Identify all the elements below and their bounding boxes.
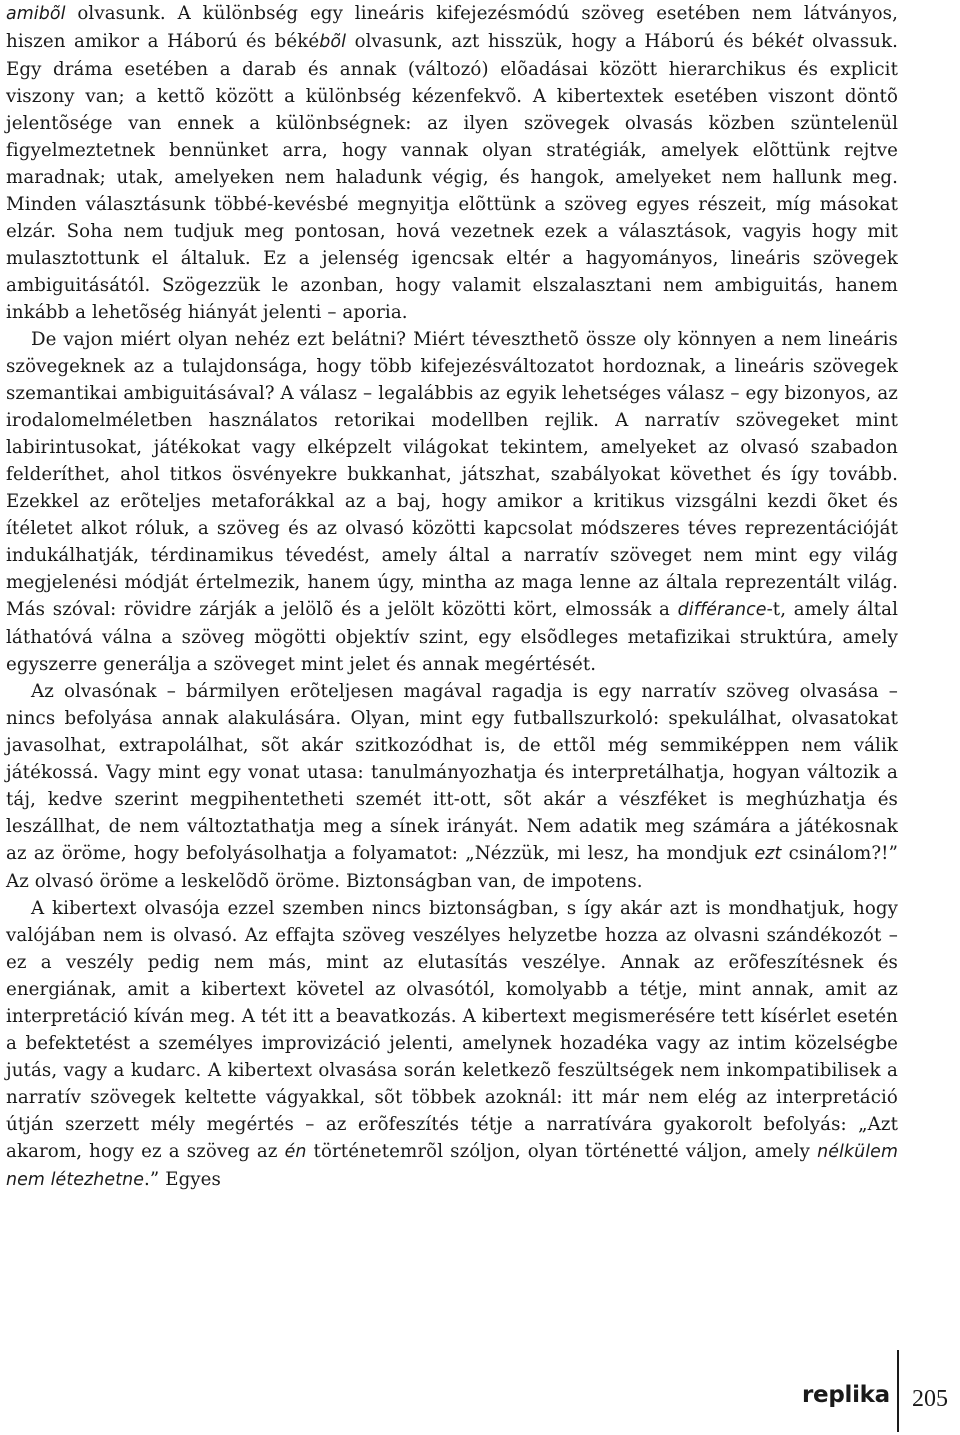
paragraph <box>6 678 898 895</box>
paragraph <box>6 895 898 1194</box>
text-run: olvasunk, azt hisszük, hogy a Háború és béké <box>346 31 797 52</box>
text-run: .” Egyes <box>144 1169 221 1190</box>
italic-run: différance <box>677 600 767 620</box>
page-footer <box>0 1350 960 1435</box>
text-run: olvassuk. Egy dráma esetében a darab és annak (változó) elõadásai között hierarchikus és explicit viszony van; a kettõ között a különbség kézenfekvõ. A kibertextek esetében viszont döntõ jelentõsége van ennek a különbségnek: az ilyen szövegek olvasás közben szüntelenül figyelmeztetnek bennünket arra, hogy vannak olyan stratégiák, amelyek elõttünk rejtve maradnak; utak, amelyeken nem haladunk végig, és hangok, amelyeket nem hallunk meg. Minden választásunk többé-kevésbé megnyitja elõttünk a szöveg egyes részeit, míg másokat elzár. Soha nem tudjuk meg pontosan, hová vezetnek ezek a választások, vagyis hogy mit mulasztottunk el általuk. Ez a jelenség igencsak eltér a hagyományos, lineáris szövegek ambiguitásától. Szögezzük le azonban, hogy valamit elszalasztani nem ambiguitás, hanem inkább a lehetõség hiányát jelenti – aporia. <box>6 31 898 323</box>
italic-run: én <box>284 1142 307 1162</box>
paragraph <box>6 0 898 326</box>
text-run: történetemrõl szóljon, olyan történetté váljon, amely <box>306 1141 818 1162</box>
footer-divider <box>897 1350 899 1432</box>
paragraph <box>6 326 898 678</box>
italic-run: bõl <box>319 32 347 52</box>
journal-title: replika <box>802 1382 890 1408</box>
italic-run: nélkülem nem létezhetne <box>6 1142 898 1190</box>
text-run: De vajon miért olyan nehéz ezt belátni? Miért téveszthetõ össze oly könnyen a nem lineáris szövegeknek az a tulajdonsága, hogy több kifejezésváltozatot hordoznak, a lineáris szövegek szemantikai ambiguitásával? A válasz – legalábbis az egyik lehetséges válasz – egy bizonyos, az irodalomelméletben használatos retorikai modellben rejlik. A narratív szövegeket mint labirintusokat, játékokat vagy elképzelt világokat tekintem, amelyeket az olvasó szabadon felderíthet, ahol titkos ösvényekre bukkanhat, játszhat, szabályokat követhet és így tovább. Ezekkel az erõteljes metaforákkal az a baj, hogy amikor a kritikus vizsgálni kezdi õket és ítéletet alkot róluk, a szöveg és az olvasó közötti kapcsolat módszeres téves reprezentációját indukálhatják, térdinamikus tévedést, amely által a narratív szöveget nem mint egy világ megjelenési módját értelmezik, hanem úgy, mintha az maga lenne az általa reprezentált világ. Más szóval: rövidre zárják a jelölõ és a jelölt közötti kört, elmossák a <box>6 329 898 620</box>
article-body <box>6 0 898 1194</box>
text-run: csinálom?!” Az olvasó öröme a leskelõdõ öröme. Biztonságban van, de impotens. <box>6 843 898 892</box>
text-run: Az olvasónak – bármilyen erõteljesen magával ragadja is egy narratív szöveg olvasása – nincs befolyása annak alakulására. Olyan, mint egy futballszurkoló: spekulálhat, olvasatokat javasolhat, extrapolálhat, sõt akár szitkozódhat is, de ettõl még semmiképpen nem válik játékossá. Vagy mint egy vonat utasa: tanulmányozhatja és interpretálhatja, hogyan változik a táj, kedve szerint megpihentetheti szemét itt-ott, sõt akár a vészféket is meghúzhatja és leszállhat, de nem változtathatja meg a sínek irányát. Nem adatik meg számára a játékosnak az az öröme, hogy befolyásolhatja a folyamatot: „Nézzük, mi lesz, ha mondjuk <box>6 681 898 864</box>
italic-run: t <box>796 32 804 52</box>
italic-run: ezt <box>754 844 782 864</box>
text-run: -t, amely által láthatóvá válna a szöveg mögötti objektív szint, egy elsõdleges metafizikai struktúra, amely egyszerre generálja a szöveget mint jelet és annak megértését. <box>6 599 898 675</box>
italic-run: amibõl <box>6 4 66 24</box>
text-run: A kibertext olvasója ezzel szemben nincs biztonságban, s így akár azt is mondhatjuk, hogy valójában nem is olvasó. Az effajta szöveg veszélyes helyzetbe hozza az olvasni szándékozót – ez a veszély pedig nem más, mint az elutasítás veszélye. Annak az erõfeszítésnek és energiának, amit a kibertext követel az olvasótól, komolyabb a tétje, mint annak, amit az interpretáció kíván meg. A tét itt a beavatkozás. A kibertext megismerésére tett kísérlet esetén a befektetést a személyes improvizáció jelenti, amelynek hozadéka vagy az intim közelségbe jutás, vagy a kudarc. A kibertext olvasása során keletkezõ feszültségek nem inkompatibilisek a narratív szövegek keltette vágyakkal, sõt többek azoknál: itt már nem elég az interpretáció útján szerzett mély megértés – az erõfeszítés tétje a narratívára gyakorolt befolyás: „Azt akarom, hogy ez a szöveg az <box>6 898 898 1162</box>
page-number: 205 <box>912 1386 948 1412</box>
text-run: olvasunk. A különbség egy lineáris kifejezésmódú szöveg esetében nem látványos, hiszen amikor a Háború és béké <box>6 3 898 52</box>
